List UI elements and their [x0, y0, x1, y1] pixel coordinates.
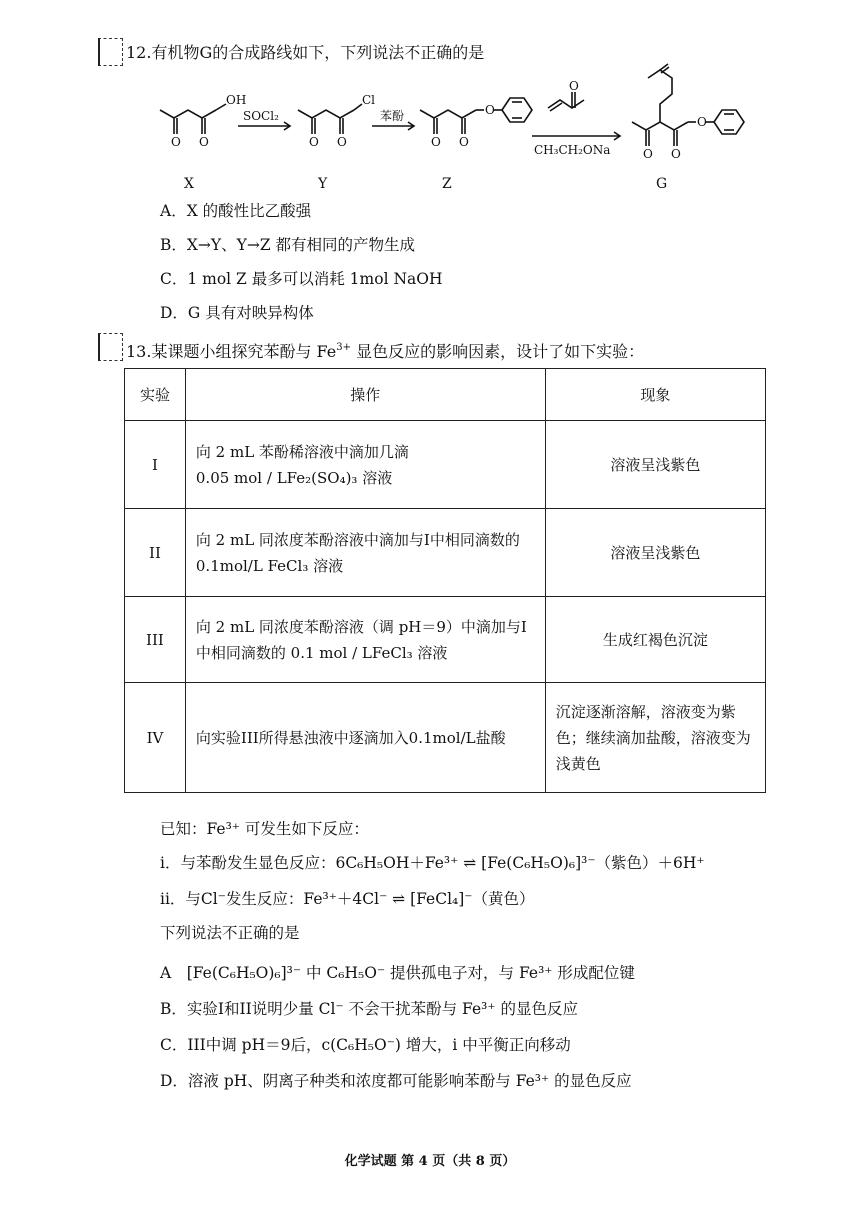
g-o-atom-1: O: [643, 147, 653, 161]
row-id: I: [125, 421, 186, 509]
synthesis-route-scheme: [140, 62, 780, 202]
q12-number: 12.: [126, 43, 152, 62]
q13-option-d[interactable]: D．溶液 pH、阴离子种类和浓度都可能影响苯酚与 Fe³⁺ 的显色反应: [160, 1072, 632, 1090]
header-experiment: 实验: [125, 369, 186, 421]
y-o-atom-1: O: [309, 135, 319, 149]
q12-stem-text: 有机物G的合成路线如下，下列说法不正确的是: [151, 43, 485, 62]
g-skeleton: [632, 122, 688, 130]
row-operation: [185, 509, 545, 597]
q13-prompt: 下列说法不正确的是: [160, 924, 300, 942]
reagent-naoet: CH₃CH₂ONa: [534, 143, 611, 157]
row-op-line1: 向 2 mL 同浓度苯酚溶液中滴加与I中相同滴数的: [195, 530, 520, 549]
y-o-atom-2: O: [337, 135, 347, 149]
row-op-line2: 0.05 mol / LFe₂(SO₄)₃ 溶液: [195, 468, 393, 487]
row-op-line1: 向实验III所得悬浊液中逐滴加入0.1mol/L盐酸: [195, 728, 506, 747]
y-skeleton: [298, 110, 354, 118]
reaction-ii: ii．与Cl⁻发生反应：Fe³⁺＋4Cl⁻ ⇌ [FeCl₄]⁻（黄色）: [160, 890, 535, 908]
z-o-atom-1: O: [431, 135, 441, 149]
table-row: [125, 597, 766, 683]
g-o-atom-2: O: [671, 147, 681, 161]
row-operation: [185, 597, 545, 683]
row-result: 生成红褐色沉淀: [545, 597, 765, 683]
row-operation: [185, 421, 545, 509]
x-o-atom-1: O: [171, 135, 181, 149]
header-operation: 操作: [185, 369, 545, 421]
g-ester-o-atom: O: [697, 115, 707, 129]
q12-option-a[interactable]: A．X 的酸性比乙酸强: [160, 202, 312, 220]
q13-stem-sup: 3+: [336, 342, 351, 353]
q13-stem-post: 显色反应的影响因素，设计了如下实验：: [351, 342, 645, 361]
q12-stem: [126, 42, 484, 64]
table-row: [125, 421, 766, 509]
y-cl-atom: Cl: [362, 93, 376, 107]
reagent-socl2: SOCl₂: [243, 109, 279, 123]
x-oh-atom: OH: [226, 93, 247, 107]
z-skeleton: [420, 110, 476, 118]
mvk-skeleton: [548, 100, 584, 108]
label-g: G: [656, 176, 668, 192]
row-id: IV: [125, 683, 186, 793]
answer-box-12[interactable]: [98, 38, 123, 66]
q12-option-b[interactable]: B．X→Y、Y→Z 都有相同的产物生成: [160, 236, 416, 254]
q13-number: 13.: [126, 342, 152, 361]
q12-option-d[interactable]: D．G 具有对映异构体: [160, 304, 314, 322]
x-o-atom-2: O: [199, 135, 209, 149]
mvk-o-atom: O: [569, 79, 579, 93]
q13-option-a[interactable]: A [Fe(C₆H₅O)₆]³⁻ 中 C₆H₅O⁻ 提供孤电子对，与 Fe³⁺ 形成配位键: [160, 964, 635, 982]
label-y: Y: [318, 176, 328, 192]
q13-option-b[interactable]: B．实验I和II说明少量 Cl⁻ 不会干扰苯酚与 Fe³⁺ 的显色反应: [160, 1000, 578, 1018]
table-row: [125, 683, 766, 793]
answer-box-13[interactable]: [98, 333, 123, 361]
table-row: [125, 509, 766, 597]
q12-option-c[interactable]: C．1 mol Z 最多可以消耗 1mol NaOH: [160, 270, 443, 288]
q13-stem: [126, 337, 644, 363]
experiment-table: [124, 368, 766, 793]
row-id: III: [125, 597, 186, 683]
label-x: X: [184, 176, 194, 192]
row-op-line1: 向 2 mL 苯酚稀溶液中滴加几滴: [195, 442, 409, 461]
table-header-row: [125, 369, 766, 421]
reaction-i: i．与苯酚发生显色反应：6C₆H₅OH＋Fe³⁺ ⇌ [Fe(C₆H₅O)₆]³⁻（紫色）＋6H⁺: [160, 854, 705, 872]
row-op-line1: 向 2 mL 同浓度苯酚溶液（调 pH＝9）中滴加与I: [195, 617, 527, 636]
label-z: Z: [442, 176, 452, 192]
row-operation: [185, 683, 545, 793]
q13-option-c[interactable]: C．III中调 pH＝9后，c(C₆H₅O⁻) 增大，i 中平衡正向移动: [160, 1036, 571, 1054]
q13-stem-pre: 某课题小组探究苯酚与 Fe: [151, 342, 337, 361]
z-ester-o-atom: O: [485, 103, 495, 117]
known-heading: 已知：Fe³⁺ 可发生如下反应：: [160, 820, 369, 838]
row-id: II: [125, 509, 186, 597]
page-footer: 化学试题 第 4 页（共 8 页）: [344, 1154, 516, 1169]
x-skeleton: [160, 110, 216, 118]
header-phenomenon: 现象: [545, 369, 765, 421]
row-op-line2: 0.1mol/L FeCl₃ 溶液: [195, 556, 344, 575]
row-result: 溶液呈浅紫色: [545, 509, 765, 597]
z-o-atom-2: O: [459, 135, 469, 149]
row-result: 溶液呈浅紫色: [545, 421, 765, 509]
row-result: 沉淀逐渐溶解，溶液变为紫色；继续滴加盐酸，溶液变为浅黄色: [545, 683, 765, 793]
reagent-phenol: 苯酚: [380, 109, 405, 123]
row-op-line2: 中相同滴数的 0.1 mol / LFeCl₃ 溶液: [195, 643, 448, 662]
